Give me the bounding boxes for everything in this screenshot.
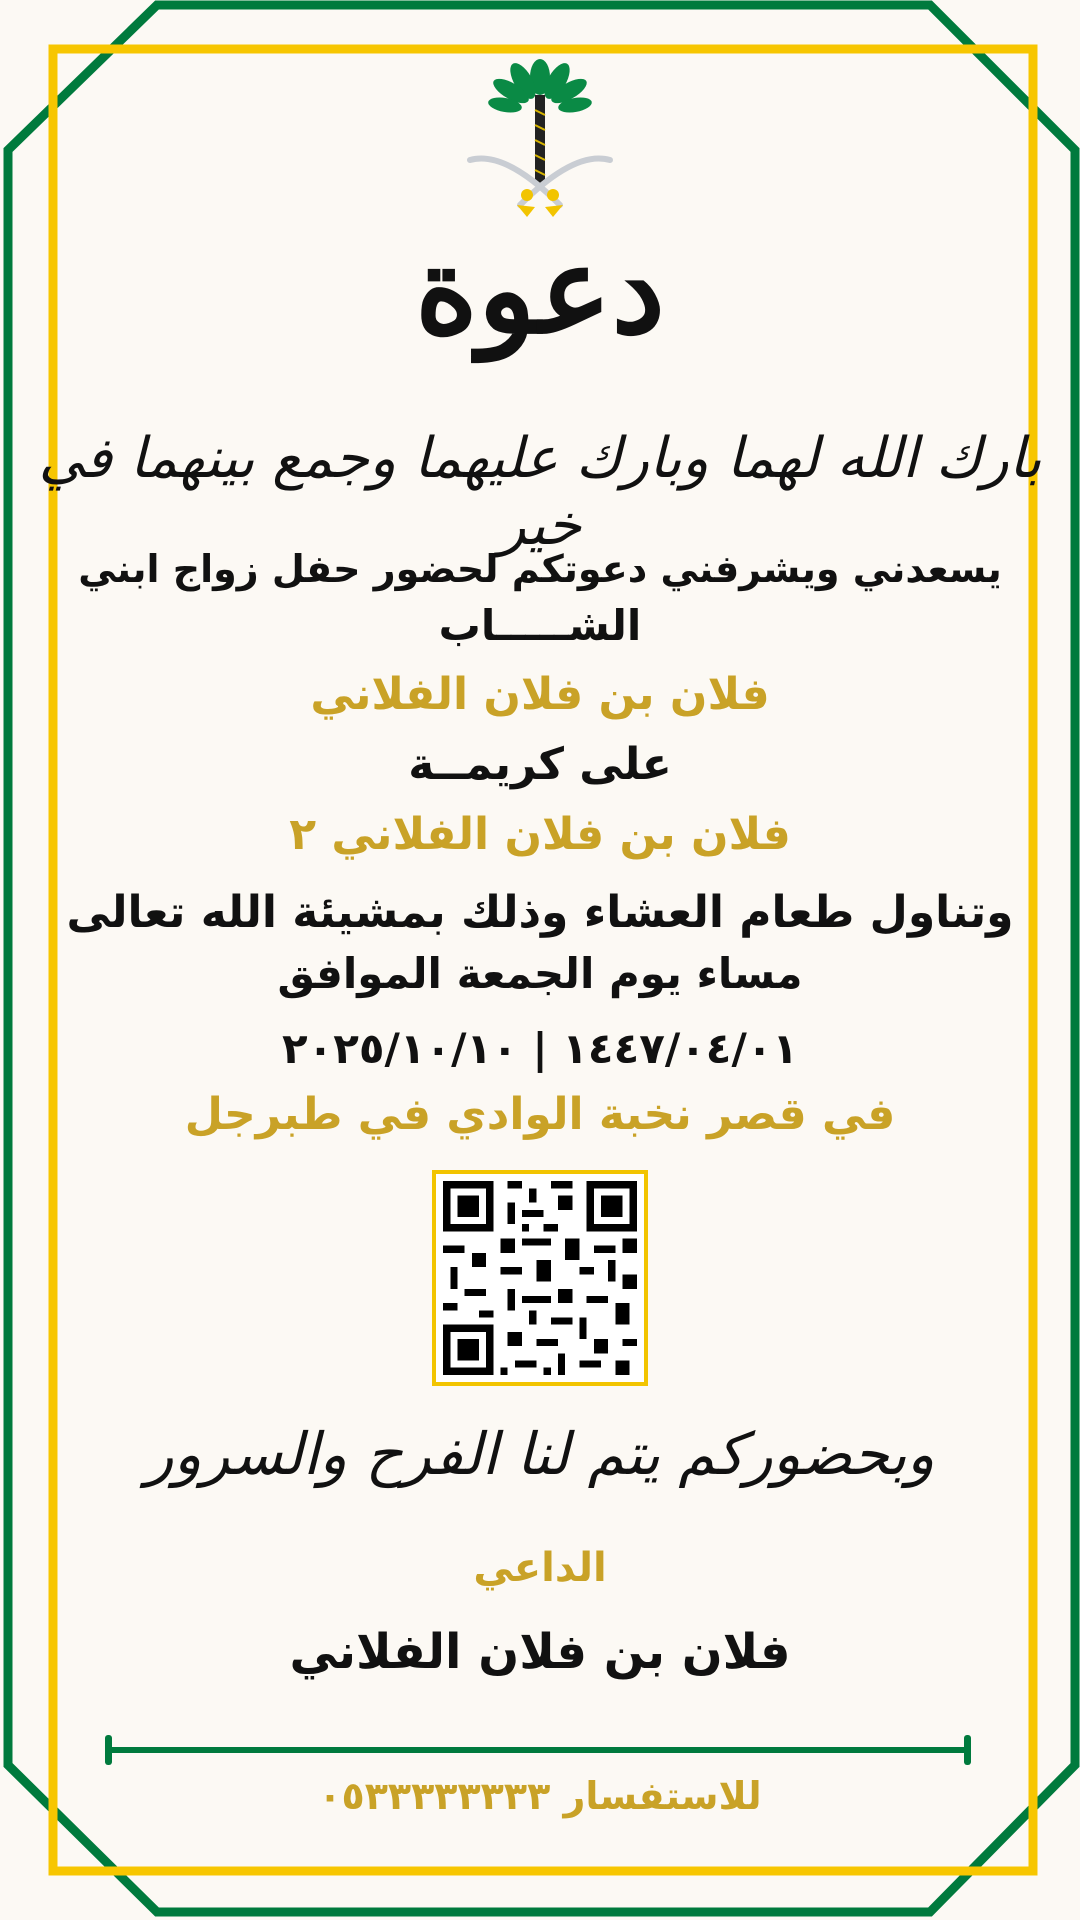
host-label: الداعي [473, 1545, 607, 1591]
intro-text: يسعدني ويشرفني دعوتكم لحضور حفل زواج ابني [78, 547, 1002, 591]
host-name: فلان بن فلان الفلاني [289, 1624, 791, 1680]
qr-code-icon [436, 1174, 644, 1382]
saudi-emblem-icon [465, 55, 615, 220]
groom-label: الشـــــاب [438, 601, 642, 650]
qr-code[interactable] [432, 1170, 648, 1386]
groom-name: فلان بن فلان الفلاني [310, 669, 770, 720]
inquiry-phone[interactable]: للاستفسار ٠٥٣٣٣٣٣٣٣٣ [318, 1774, 762, 1818]
day-line: مساء يوم الجمعة الموافق [277, 949, 803, 998]
divider-bar [105, 1735, 971, 1765]
date-line: ١٤٤٧/٠٤/٠١ | ٢٠٢٥/١٠/١٠ [281, 1024, 799, 1073]
bride-label: على كريمــة [408, 739, 672, 790]
bride-father-name: فلان بن فلان الفلاني ٢ [289, 809, 791, 860]
invitation-title: دعوة [415, 220, 665, 361]
blessing-calligraphy: بارك الله لهما وبارك عليهما وجمع بينهما في خير [38, 426, 1042, 559]
venue-line: في قصر نخبة الوادي في طبرجل [184, 1089, 896, 1140]
dinner-line: وتناول طعام العشاء وذلك بمشيئة الله تعالى [66, 887, 1014, 938]
closing-calligraphy: وبحضوركم يتم لنا الفرح والسرور [145, 1420, 935, 1488]
